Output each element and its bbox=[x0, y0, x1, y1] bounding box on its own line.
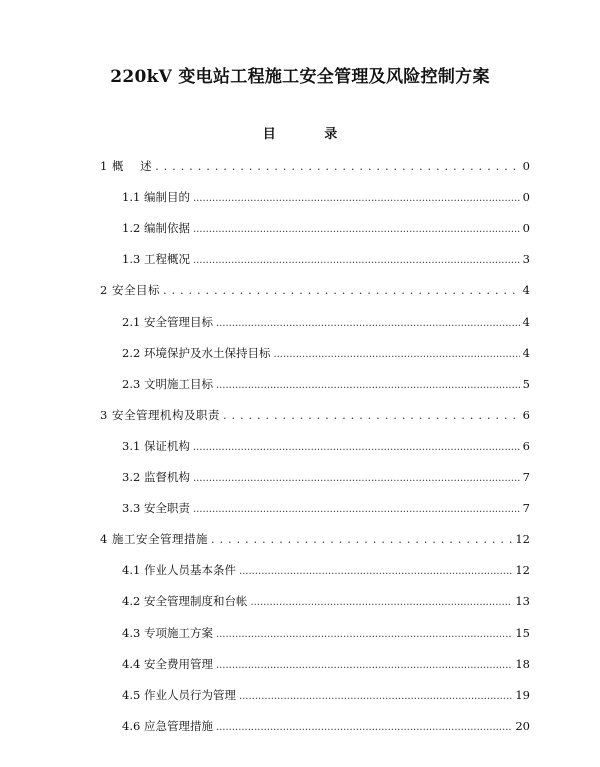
toc-dot-leader bbox=[216, 375, 520, 395]
toc-dot-leader bbox=[193, 188, 520, 208]
toc-entry-label: 4.1 作业人员基本条件 bbox=[122, 563, 236, 578]
toc-dot-leader bbox=[239, 561, 512, 581]
toc-entry-label: 1.3 工程概况 bbox=[122, 252, 190, 267]
toc-section-entry[interactable] bbox=[122, 624, 530, 642]
toc-page-number: 7 bbox=[522, 501, 530, 516]
toc-chapter-entry[interactable] bbox=[100, 406, 530, 424]
toc-page-number: 0 bbox=[522, 190, 530, 205]
toc-page-number: 19 bbox=[515, 687, 530, 702]
toc-chapter-entry[interactable] bbox=[100, 281, 530, 299]
document-title: 220kV 变电站工程施工安全管理及风险控制方案 bbox=[110, 67, 490, 87]
toc-entry-label: 2.3 文明施工目标 bbox=[122, 376, 213, 391]
toc-page-number: 12 bbox=[515, 563, 530, 578]
toc-entry-label: 4.6 应急管理措施 bbox=[122, 718, 213, 733]
toc-entry-label: 1 概 述 bbox=[100, 159, 153, 173]
toc-dot-leader bbox=[239, 686, 512, 706]
toc-entry-label: 4.5 作业人员行为管理 bbox=[122, 687, 236, 702]
toc-page-number: 4 bbox=[522, 314, 530, 329]
toc-entry-label: 4.3 专项施工方案 bbox=[122, 625, 213, 640]
toc-chapter-entry[interactable] bbox=[100, 157, 530, 175]
toc-dot-leader bbox=[193, 468, 520, 488]
toc-entry-label: 2.2 环境保护及水土保持目标 bbox=[122, 345, 271, 360]
toc-section-entry[interactable] bbox=[122, 375, 530, 393]
toc-page-number: 0 bbox=[522, 159, 530, 173]
toc-entry-label: 2.1 安全管理目标 bbox=[122, 314, 213, 329]
toc-entry-label: 3.3 安全职责 bbox=[122, 501, 190, 516]
toc-page-number: 6 bbox=[522, 438, 530, 453]
toc-section-entry[interactable] bbox=[122, 686, 530, 704]
toc-section-entry[interactable] bbox=[122, 499, 530, 517]
toc-section-entry[interactable] bbox=[122, 250, 530, 268]
toc-dot-leader bbox=[193, 250, 520, 270]
toc-section-entry[interactable] bbox=[122, 219, 530, 237]
toc-page-number: 15 bbox=[515, 625, 530, 640]
toc-entry-label: 3.2 监督机构 bbox=[122, 470, 190, 484]
toc-page-number: 4 bbox=[522, 283, 530, 298]
toc-section-entry[interactable] bbox=[122, 655, 530, 673]
toc-dot-leader bbox=[216, 624, 512, 644]
toc-section-entry[interactable] bbox=[122, 313, 530, 331]
toc-dot-leader bbox=[216, 717, 512, 737]
toc-section-entry[interactable] bbox=[122, 188, 530, 206]
toc-entry-label: 3 安全管理机构及职责 bbox=[100, 407, 220, 422]
toc-section-entry[interactable] bbox=[122, 592, 530, 610]
toc-entry-label: 1.1 编制目的 bbox=[122, 190, 190, 205]
toc-section-entry[interactable] bbox=[122, 344, 530, 362]
toc-page-number: 3 bbox=[522, 252, 530, 267]
toc-section-entry[interactable] bbox=[122, 437, 530, 455]
toc-heading: 目 录 bbox=[262, 127, 360, 142]
toc-page-number: 13 bbox=[515, 594, 530, 609]
toc-page-number: 12 bbox=[515, 532, 530, 547]
toc-entry-label: 3.1 保证机构 bbox=[122, 438, 190, 453]
toc-dot-leader bbox=[216, 313, 520, 333]
toc-dot-leader bbox=[163, 281, 520, 299]
toc-page-number: 4 bbox=[522, 345, 530, 360]
toc-entry-label: 4.4 安全费用管理 bbox=[122, 656, 213, 671]
toc-page-number: 5 bbox=[522, 376, 530, 391]
toc-page-number: 18 bbox=[515, 656, 530, 671]
toc-dot-leader bbox=[216, 655, 512, 675]
toc-page-number: 6 bbox=[522, 407, 530, 422]
toc-entry-label: 1.2 编制依据 bbox=[122, 221, 190, 236]
toc-dot-leader bbox=[193, 499, 520, 519]
toc-entry-label: 4.2 安全管理制度和台帐 bbox=[122, 594, 248, 609]
toc-page-number: 20 bbox=[515, 718, 530, 733]
toc-dot-leader bbox=[273, 344, 519, 364]
toc-chapter-entry[interactable] bbox=[100, 530, 530, 548]
toc-section-entry[interactable] bbox=[122, 561, 530, 579]
toc-entry-label: 4 施工安全管理措施 bbox=[100, 532, 208, 547]
toc-page-number: 7 bbox=[522, 470, 530, 484]
toc-section-entry[interactable] bbox=[122, 717, 530, 735]
toc-dot-leader bbox=[211, 530, 512, 548]
toc-page-number: 0 bbox=[522, 221, 530, 236]
toc-dot-leader bbox=[155, 157, 520, 175]
toc-dot-leader bbox=[193, 437, 520, 457]
toc-dot-leader bbox=[193, 219, 520, 239]
toc-entry-label: 2 安全目标 bbox=[100, 283, 160, 298]
toc-section-entry[interactable] bbox=[122, 468, 530, 486]
toc-dot-leader bbox=[250, 592, 512, 612]
toc-dot-leader bbox=[223, 406, 520, 424]
